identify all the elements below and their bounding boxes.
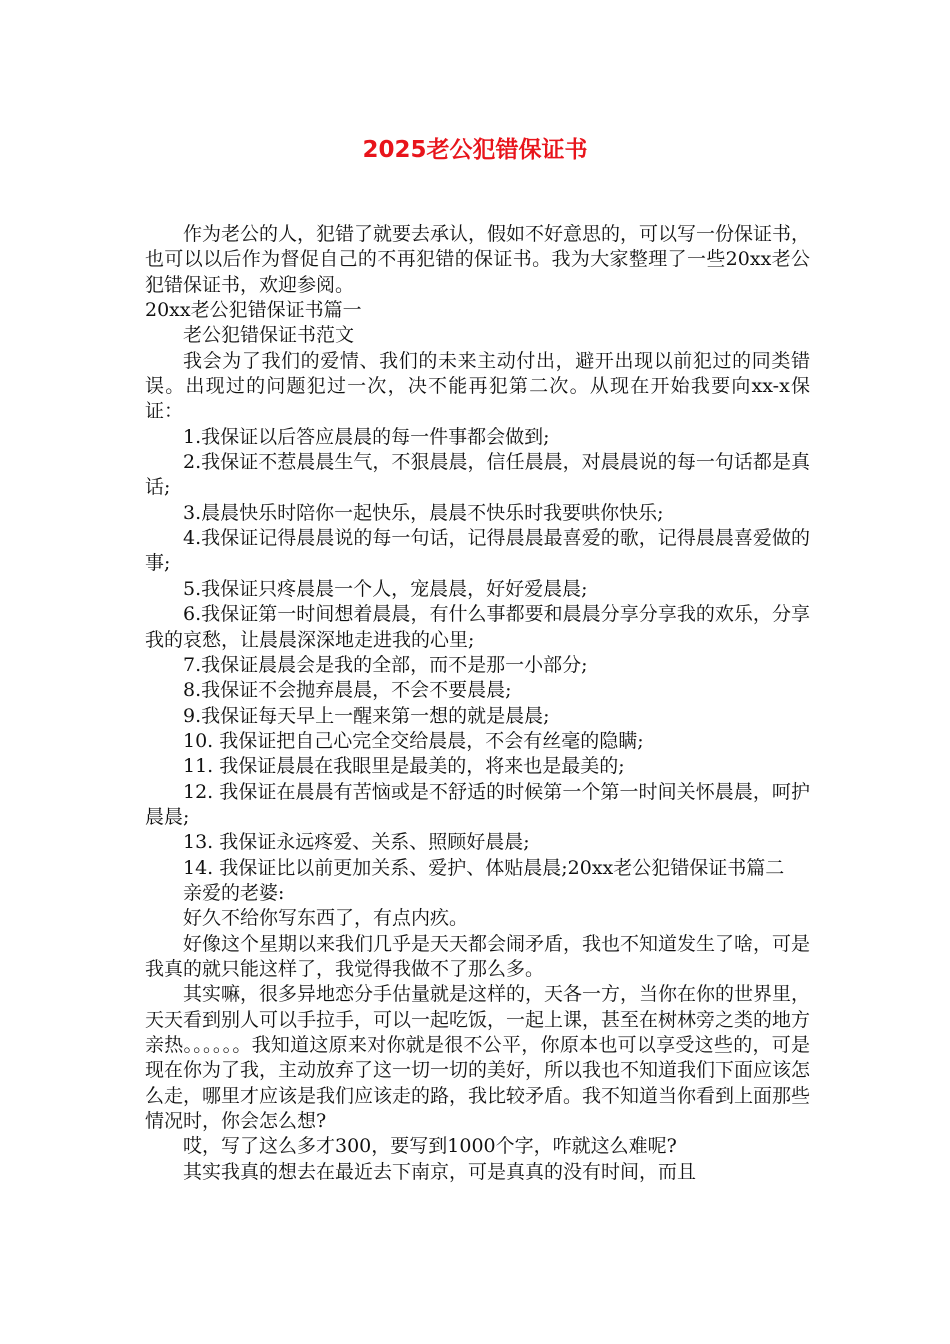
paragraph: 哎，写了这么多才300，要写到1000个字，咋就这么难呢? bbox=[183, 1135, 677, 1158]
paragraph: 5.我保证只疼晨晨一个人，宠晨晨，好好爱晨晨; bbox=[183, 577, 588, 600]
paragraph: 其实我真的想去在最近去下南京，可是真真的没有时间，而且 bbox=[183, 1160, 697, 1183]
paragraph: 11. 我保证晨晨在我眼里是最美的，将来也是最美的; bbox=[183, 755, 625, 778]
paragraph: 2.我保证不惹晨晨生气，不狠晨晨，信任晨晨，对晨晨说的每一句话都是真话; bbox=[145, 451, 810, 499]
paragraph: 7.我保证晨晨会是我的全部，而不是那一小部分; bbox=[183, 653, 588, 676]
paragraph: 8.我保证不会抛弃晨晨，不会不要晨晨; bbox=[183, 679, 512, 702]
paragraph: 我会为了我们的爱情、我们的未来主动付出，避开出现以前犯过的同类错误。出现过的问题犯过一次，决不能再犯第二次。从现在开始我要向xx-x保证： bbox=[145, 349, 810, 423]
paragraph: 好像这个星期以来我们几乎是天天都会闹矛盾，我也不知道发生了啥，可是我真的就只能这样了，我觉得我做不了那么多。 bbox=[145, 932, 811, 980]
document-body bbox=[145, 222, 810, 1185]
paragraph: 作为老公的人，犯错了就要去承认，假如不好意思的，可以写一份保证书，也可以以后作为督促自己的不再犯错的保证书。我为大家整理了一些20xx老公犯错保证书，欢迎参阅。 bbox=[145, 223, 811, 296]
paragraph: 13. 我保证永远疼爱、关系、照顾好晨晨; bbox=[183, 831, 530, 854]
document-title: 2025老公犯错保证书 bbox=[362, 137, 588, 163]
paragraph: 4.我保证记得晨晨说的每一句话，记得晨晨最喜爱的歌，记得晨晨喜爱做的事; bbox=[145, 527, 810, 575]
paragraph: 亲爱的老婆: bbox=[183, 881, 285, 904]
paragraph: 9.我保证每天早上一醒来第一想的就是晨晨; bbox=[183, 704, 550, 727]
paragraph: 6.我保证第一时间想着晨晨，有什么事都要和晨晨分享分享我的欢乐，分享我的哀愁，让晨晨深深地走进我的心里; bbox=[145, 603, 810, 651]
paragraph: 好久不给你写东西了，有点内疚。 bbox=[183, 907, 469, 930]
paragraph: 12. 我保证在晨晨有苦恼或是不舒适的时候第一个第一时间关怀晨晨，呵护晨晨; bbox=[145, 780, 810, 828]
paragraph: 3.晨晨快乐时陪你一起快乐，晨晨不快乐时我要哄你快乐; bbox=[183, 501, 664, 524]
paragraph: 10. 我保证把自己心完全交给晨晨，不会有丝毫的隐瞒; bbox=[183, 729, 644, 752]
paragraph: 老公犯错保证书范文 bbox=[183, 324, 355, 347]
paragraph: 1.我保证以后答应晨晨的每一件事都会做到; bbox=[183, 425, 550, 448]
paragraph: 20xx老公犯错保证书篇一 bbox=[145, 299, 362, 322]
paragraph: 其实嘛，很多异地恋分手估量就是这样的，天各一方，当你在你的世界里，天天看到别人可以手拉手，可以一起吃饭，一起上课，甚至在树林旁之类的地方亲热。。。。。。我知道这原来对你就是很不公平，你原本也可以享受这些的，可是现在你为了我，主动放弃了这一切一切的美好，所以我也不知道我们下面应该怎么走，哪里才应该是我们应该走的路，我比较矛盾。我不知道当你看到上面那些情况时，你会怎么想? bbox=[145, 983, 811, 1133]
paragraph: 14. 我保证比以前更加关系、爱护、体贴晨晨;20xx老公犯错保证书篇二 bbox=[183, 856, 785, 879]
